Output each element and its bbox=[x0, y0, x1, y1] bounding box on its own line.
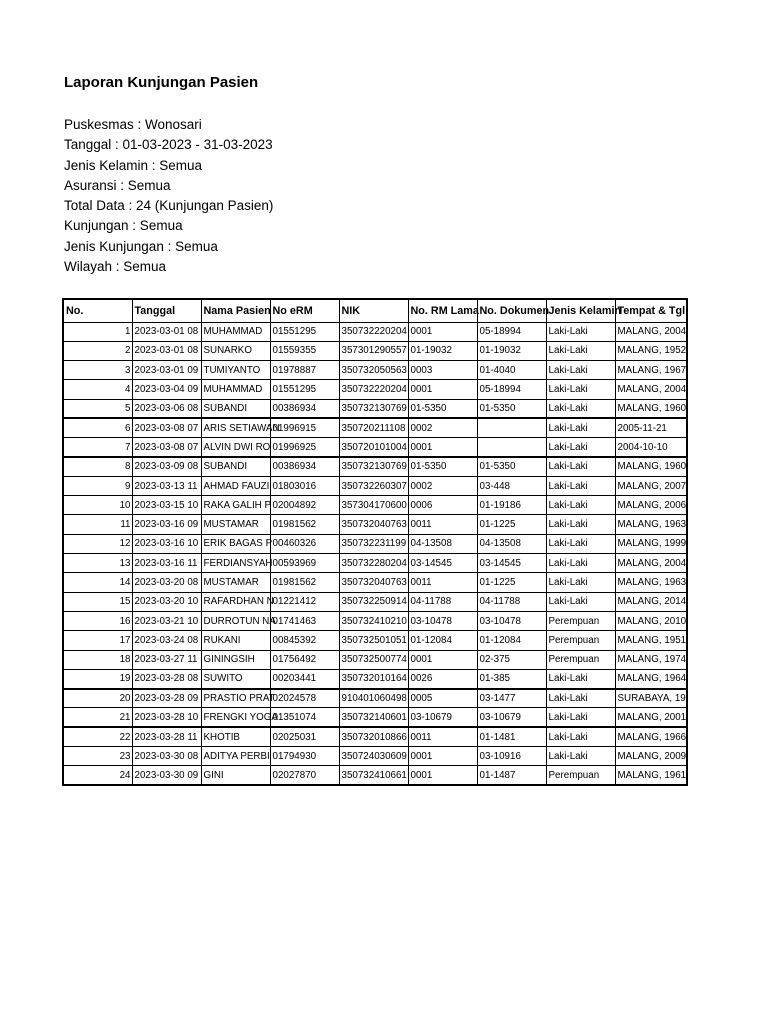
cell-col-tanggal: 2023-03-08 07 bbox=[132, 438, 201, 457]
cell-col-no-erm: 01351074 bbox=[270, 708, 339, 727]
cell-col-jenis-kelamin: Laki-Laki bbox=[546, 438, 615, 457]
cell-col-no-erm: 01978887 bbox=[270, 361, 339, 380]
cell-col-no-rm-lama: 0001 bbox=[408, 438, 477, 457]
table-row bbox=[63, 669, 687, 688]
cell-col-no-dokumen: 03-10916 bbox=[477, 747, 546, 766]
cell-col-no-dokumen: 03-10679 bbox=[477, 708, 546, 727]
meta-total-data: Total Data : 24 (Kunjungan Pasien) bbox=[64, 198, 274, 214]
cell-col-jenis-kelamin: Laki-Laki bbox=[546, 457, 615, 476]
cell-col-no: 1 bbox=[63, 322, 132, 341]
cell-col-no: 10 bbox=[63, 496, 132, 515]
cell-col-nama-pasien: KHOTIB bbox=[201, 727, 270, 746]
cell-col-jenis-kelamin: Perempuan bbox=[546, 766, 615, 785]
cell-col-no-rm-lama: 03-14545 bbox=[408, 554, 477, 573]
cell-col-nik: 350732040763 bbox=[339, 515, 408, 534]
cell-col-no-dokumen: 05-18994 bbox=[477, 322, 546, 341]
cell-col-tanggal: 2023-03-01 08 bbox=[132, 322, 201, 341]
cell-col-no-erm: 01803016 bbox=[270, 476, 339, 495]
cell-col-no-dokumen: 04-11788 bbox=[477, 592, 546, 611]
cell-col-no: 5 bbox=[63, 399, 132, 418]
cell-col-tanggal: 2023-03-28 10 bbox=[132, 708, 201, 727]
cell-col-tanggal: 2023-03-09 08 bbox=[132, 457, 201, 476]
cell-col-nik: 350732410210 bbox=[339, 611, 408, 630]
cell-col-no-rm-lama: 0001 bbox=[408, 766, 477, 785]
table-row bbox=[63, 554, 687, 573]
cell-col-no-erm: 01551295 bbox=[270, 322, 339, 341]
cell-col-nama-pasien: MUSTAMAR bbox=[201, 573, 270, 592]
cell-col-no-rm-lama: 0006 bbox=[408, 496, 477, 515]
cell-col-no-rm-lama: 0001 bbox=[408, 380, 477, 399]
cell-col-jenis-kelamin: Laki-Laki bbox=[546, 573, 615, 592]
cell-col-no-rm-lama: 0011 bbox=[408, 727, 477, 746]
cell-col-no-rm-lama: 0003 bbox=[408, 361, 477, 380]
cell-col-tanggal: 2023-03-20 08 bbox=[132, 573, 201, 592]
cell-col-nama-pasien: ARIS SETIAWAN bbox=[201, 418, 270, 437]
cell-col-nik: 350732280204 bbox=[339, 554, 408, 573]
cell-col-nama-pasien: MUSTAMAR bbox=[201, 515, 270, 534]
table-row bbox=[63, 611, 687, 630]
cell-col-no-erm: 00593969 bbox=[270, 554, 339, 573]
cell-col-no: 14 bbox=[63, 573, 132, 592]
report-title: Laporan Kunjungan Pasien bbox=[64, 74, 259, 91]
cell-col-nik: 350732501051 bbox=[339, 631, 408, 650]
cell-col-tanggal: 2023-03-16 09 bbox=[132, 515, 201, 534]
cell-col-tanggal: 2023-03-21 10 bbox=[132, 611, 201, 630]
table-row bbox=[63, 766, 687, 785]
cell-col-no-dokumen: 01-19032 bbox=[477, 341, 546, 360]
cell-col-no-dokumen: 03-448 bbox=[477, 476, 546, 495]
cell-col-no-dokumen: 03-10478 bbox=[477, 611, 546, 630]
cell-col-nik: 910401060498 bbox=[339, 689, 408, 708]
cell-col-tempat-tgl: MALANG, 2004 bbox=[615, 380, 687, 399]
cell-col-tempat-tgl: 2004-10-10 bbox=[615, 438, 687, 457]
cell-col-no: 11 bbox=[63, 515, 132, 534]
cell-col-jenis-kelamin: Laki-Laki bbox=[546, 534, 615, 553]
cell-col-tanggal: 2023-03-01 08 bbox=[132, 341, 201, 360]
cell-col-no-rm-lama: 03-10478 bbox=[408, 611, 477, 630]
cell-col-nama-pasien: MUHAMMAD bbox=[201, 322, 270, 341]
cell-col-tempat-tgl: SURABAYA, 19 bbox=[615, 689, 687, 708]
cell-col-no-erm: 02024578 bbox=[270, 689, 339, 708]
cell-col-no-rm-lama: 0002 bbox=[408, 418, 477, 437]
cell-col-no: 19 bbox=[63, 669, 132, 688]
cell-col-no-erm: 00386934 bbox=[270, 399, 339, 418]
cell-col-tempat-tgl: MALANG, 1960 bbox=[615, 399, 687, 418]
cell-col-nik: 350732130769 bbox=[339, 399, 408, 418]
cell-col-no: 18 bbox=[63, 650, 132, 669]
cell-col-nama-pasien: AHMAD FAUZI bbox=[201, 476, 270, 495]
cell-col-no-dokumen: 01-1225 bbox=[477, 573, 546, 592]
table-row bbox=[63, 689, 687, 708]
cell-col-tanggal: 2023-03-06 08 bbox=[132, 399, 201, 418]
cell-col-no-erm: 00203441 bbox=[270, 669, 339, 688]
meta-wilayah: Wilayah : Semua bbox=[64, 259, 167, 275]
cell-col-nama-pasien: SUNARKO bbox=[201, 341, 270, 360]
cell-col-nama-pasien: PRASTIO PRAT bbox=[201, 689, 270, 708]
header-col-jenis-kelamin: Jenis Kelamin bbox=[546, 299, 615, 322]
cell-col-no: 21 bbox=[63, 708, 132, 727]
cell-col-no-erm: 01221412 bbox=[270, 592, 339, 611]
cell-col-no-rm-lama: 0005 bbox=[408, 689, 477, 708]
cell-col-no-dokumen: 01-5350 bbox=[477, 457, 546, 476]
cell-col-tanggal: 2023-03-27 11 bbox=[132, 650, 201, 669]
cell-col-no-dokumen: 01-385 bbox=[477, 669, 546, 688]
cell-col-nama-pasien: GINI bbox=[201, 766, 270, 785]
cell-col-no-dokumen: 05-18994 bbox=[477, 380, 546, 399]
cell-col-tempat-tgl: MALANG, 2010 bbox=[615, 611, 687, 630]
cell-col-nik: 350732010164 bbox=[339, 669, 408, 688]
header-col-nama-pasien: Nama Pasien bbox=[201, 299, 270, 322]
cell-col-jenis-kelamin: Laki-Laki bbox=[546, 708, 615, 727]
cell-col-nik: 350732220204 bbox=[339, 322, 408, 341]
cell-col-no-dokumen: 01-1481 bbox=[477, 727, 546, 746]
table-row bbox=[63, 747, 687, 766]
meta-tanggal: Tanggal : 01-03-2023 - 31-03-2023 bbox=[64, 137, 273, 153]
cell-col-tempat-tgl: MALANG, 2004 bbox=[615, 554, 687, 573]
table-row bbox=[63, 534, 687, 553]
cell-col-no-dokumen: 01-1487 bbox=[477, 766, 546, 785]
table-row bbox=[63, 515, 687, 534]
cell-col-nama-pasien: SUBANDI bbox=[201, 457, 270, 476]
cell-col-no: 7 bbox=[63, 438, 132, 457]
cell-col-jenis-kelamin: Laki-Laki bbox=[546, 361, 615, 380]
cell-col-no-rm-lama: 0011 bbox=[408, 515, 477, 534]
meta-asuransi: Asuransi : Semua bbox=[64, 177, 171, 193]
cell-col-tempat-tgl: MALANG, 1952 bbox=[615, 341, 687, 360]
table-row bbox=[63, 708, 687, 727]
cell-col-no-dokumen: 03-14545 bbox=[477, 554, 546, 573]
cell-col-jenis-kelamin: Laki-Laki bbox=[546, 341, 615, 360]
cell-col-tempat-tgl: MALANG, 1961 bbox=[615, 766, 687, 785]
cell-col-no: 2 bbox=[63, 341, 132, 360]
cell-col-no-erm: 01794930 bbox=[270, 747, 339, 766]
cell-col-jenis-kelamin: Laki-Laki bbox=[546, 592, 615, 611]
cell-col-no-erm: 00845392 bbox=[270, 631, 339, 650]
cell-col-no: 22 bbox=[63, 727, 132, 746]
cell-col-nik: 350724030609 bbox=[339, 747, 408, 766]
header-col-tempat-tgl: Tempat & Tgl bbox=[615, 299, 687, 322]
cell-col-jenis-kelamin: Laki-Laki bbox=[546, 747, 615, 766]
cell-col-tempat-tgl: MALANG, 1967 bbox=[615, 361, 687, 380]
table-row bbox=[63, 592, 687, 611]
table-header-row bbox=[63, 299, 687, 322]
cell-col-nik: 350732140601 bbox=[339, 708, 408, 727]
cell-col-no: 17 bbox=[63, 631, 132, 650]
cell-col-nama-pasien: ADITYA PERBI bbox=[201, 747, 270, 766]
cell-col-tempat-tgl: MALANG, 1964 bbox=[615, 669, 687, 688]
cell-col-no: 3 bbox=[63, 361, 132, 380]
cell-col-tempat-tgl: MALANG, 2009 bbox=[615, 747, 687, 766]
cell-col-tempat-tgl: MALANG, 1966 bbox=[615, 727, 687, 746]
cell-col-tanggal: 2023-03-30 09 bbox=[132, 766, 201, 785]
cell-col-tanggal: 2023-03-16 11 bbox=[132, 554, 201, 573]
table-row bbox=[63, 650, 687, 669]
header-col-nik: NIK bbox=[339, 299, 408, 322]
cell-col-nama-pasien: RAFARDHAN N bbox=[201, 592, 270, 611]
cell-col-tanggal: 2023-03-30 08 bbox=[132, 747, 201, 766]
cell-col-no-rm-lama: 0011 bbox=[408, 573, 477, 592]
table-row bbox=[63, 457, 687, 476]
cell-col-nik: 350732500774 bbox=[339, 650, 408, 669]
table-row bbox=[63, 476, 687, 495]
cell-col-no: 12 bbox=[63, 534, 132, 553]
cell-col-tanggal: 2023-03-28 09 bbox=[132, 689, 201, 708]
cell-col-no: 16 bbox=[63, 611, 132, 630]
table-row bbox=[63, 322, 687, 341]
cell-col-jenis-kelamin: Perempuan bbox=[546, 650, 615, 669]
cell-col-no-erm: 02025031 bbox=[270, 727, 339, 746]
visit-table-container bbox=[62, 298, 686, 832]
cell-col-no-erm: 02027870 bbox=[270, 766, 339, 785]
cell-col-no-erm: 01981562 bbox=[270, 515, 339, 534]
cell-col-nama-pasien: RAKA GALIH P bbox=[201, 496, 270, 515]
report-metadata bbox=[64, 115, 273, 277]
cell-col-no-rm-lama: 0001 bbox=[408, 747, 477, 766]
cell-col-no-dokumen: 01-1225 bbox=[477, 515, 546, 534]
cell-col-no-rm-lama: 01-12084 bbox=[408, 631, 477, 650]
cell-col-no: 8 bbox=[63, 457, 132, 476]
cell-col-no: 4 bbox=[63, 380, 132, 399]
cell-col-no: 20 bbox=[63, 689, 132, 708]
meta-jenis-kelamin: Jenis Kelamin : Semua bbox=[64, 157, 203, 173]
header-col-no-dokumen: No. Dokumen bbox=[477, 299, 546, 322]
header-col-no-rm-lama: No. RM Lama bbox=[408, 299, 477, 322]
header-col-no: No. bbox=[63, 299, 132, 322]
cell-col-no: 15 bbox=[63, 592, 132, 611]
cell-col-no-erm: 01551295 bbox=[270, 380, 339, 399]
cell-col-nama-pasien: ERIK BAGAS P bbox=[201, 534, 270, 553]
cell-col-nama-pasien: DURROTUN NA bbox=[201, 611, 270, 630]
table-row bbox=[63, 341, 687, 360]
cell-col-no-rm-lama: 01-5350 bbox=[408, 399, 477, 418]
cell-col-tempat-tgl: MALANG, 1963 bbox=[615, 515, 687, 534]
cell-col-tempat-tgl: MALANG, 1974 bbox=[615, 650, 687, 669]
cell-col-no-rm-lama: 03-10679 bbox=[408, 708, 477, 727]
cell-col-no: 9 bbox=[63, 476, 132, 495]
cell-col-nik: 350732220204 bbox=[339, 380, 408, 399]
table-row bbox=[63, 496, 687, 515]
cell-col-tanggal: 2023-03-04 09 bbox=[132, 380, 201, 399]
cell-col-no-erm: 01559355 bbox=[270, 341, 339, 360]
cell-col-no-erm: 00386934 bbox=[270, 457, 339, 476]
cell-col-tempat-tgl: MALANG, 1951 bbox=[615, 631, 687, 650]
cell-col-tempat-tgl: MALANG, 1999 bbox=[615, 534, 687, 553]
cell-col-tanggal: 2023-03-15 10 bbox=[132, 496, 201, 515]
meta-jenis-kunjungan: Jenis Kunjungan : Semua bbox=[64, 238, 218, 254]
cell-col-nik: 350732410661 bbox=[339, 766, 408, 785]
cell-col-no-dokumen: 01-12084 bbox=[477, 631, 546, 650]
cell-col-jenis-kelamin: Laki-Laki bbox=[546, 689, 615, 708]
cell-col-tanggal: 2023-03-28 08 bbox=[132, 669, 201, 688]
cell-col-no-erm: 02004892 bbox=[270, 496, 339, 515]
cell-col-no-erm: 00460326 bbox=[270, 534, 339, 553]
cell-col-no-dokumen bbox=[477, 438, 546, 457]
table-row bbox=[63, 399, 687, 418]
table-row bbox=[63, 573, 687, 592]
cell-col-jenis-kelamin: Perempuan bbox=[546, 631, 615, 650]
cell-col-no-erm: 01756492 bbox=[270, 650, 339, 669]
table-row bbox=[63, 380, 687, 399]
cell-col-no-rm-lama: 04-13508 bbox=[408, 534, 477, 553]
cell-col-nik: 350732250914 bbox=[339, 592, 408, 611]
table-row bbox=[63, 631, 687, 650]
cell-col-no-dokumen: 03-1477 bbox=[477, 689, 546, 708]
cell-col-nik: 350732050563 bbox=[339, 361, 408, 380]
cell-col-nik: 357304170600 bbox=[339, 496, 408, 515]
cell-col-no-erm: 01741463 bbox=[270, 611, 339, 630]
cell-col-no: 23 bbox=[63, 747, 132, 766]
cell-col-jenis-kelamin: Laki-Laki bbox=[546, 727, 615, 746]
cell-col-jenis-kelamin: Perempuan bbox=[546, 611, 615, 630]
cell-col-jenis-kelamin: Laki-Laki bbox=[546, 418, 615, 437]
cell-col-no: 24 bbox=[63, 766, 132, 785]
table-row bbox=[63, 361, 687, 380]
cell-col-no-rm-lama: 0001 bbox=[408, 650, 477, 669]
cell-col-no-dokumen: 04-13508 bbox=[477, 534, 546, 553]
cell-col-nik: 350732130769 bbox=[339, 457, 408, 476]
cell-col-no-rm-lama: 01-19032 bbox=[408, 341, 477, 360]
cell-col-jenis-kelamin: Laki-Laki bbox=[546, 476, 615, 495]
cell-col-tanggal: 2023-03-20 10 bbox=[132, 592, 201, 611]
cell-col-nik: 350720211108 bbox=[339, 418, 408, 437]
cell-col-no-erm: 01981562 bbox=[270, 573, 339, 592]
cell-col-no-dokumen: 01-4040 bbox=[477, 361, 546, 380]
cell-col-nama-pasien: FERDIANSYAH bbox=[201, 554, 270, 573]
cell-col-no-rm-lama: 0002 bbox=[408, 476, 477, 495]
cell-col-nik: 350732010866 bbox=[339, 727, 408, 746]
table-row bbox=[63, 438, 687, 457]
table-row bbox=[63, 727, 687, 746]
cell-col-tempat-tgl: MALANG, 2007 bbox=[615, 476, 687, 495]
cell-col-jenis-kelamin: Laki-Laki bbox=[546, 496, 615, 515]
cell-col-tanggal: 2023-03-08 07 bbox=[132, 418, 201, 437]
cell-col-no-dokumen bbox=[477, 418, 546, 437]
cell-col-nik: 350720101004 bbox=[339, 438, 408, 457]
cell-col-no: 6 bbox=[63, 418, 132, 437]
cell-col-no-rm-lama: 01-5350 bbox=[408, 457, 477, 476]
cell-col-nama-pasien: FRENGKI YOGA bbox=[201, 708, 270, 727]
cell-col-nama-pasien: RUKANI bbox=[201, 631, 270, 650]
cell-col-tanggal: 2023-03-24 08 bbox=[132, 631, 201, 650]
cell-col-no-dokumen: 02-375 bbox=[477, 650, 546, 669]
meta-puskesmas: Puskesmas : Wonosari bbox=[64, 117, 202, 132]
cell-col-no-erm: 01996915 bbox=[270, 418, 339, 437]
cell-col-tanggal: 2023-03-01 09 bbox=[132, 361, 201, 380]
cell-col-nik: 357301290557 bbox=[339, 341, 408, 360]
cell-col-jenis-kelamin: Laki-Laki bbox=[546, 554, 615, 573]
cell-col-no-rm-lama: 04-11788 bbox=[408, 592, 477, 611]
visit-table bbox=[62, 298, 688, 786]
cell-col-no-dokumen: 01-5350 bbox=[477, 399, 546, 418]
cell-col-nama-pasien: SUWITO bbox=[201, 669, 270, 688]
cell-col-no-rm-lama: 0026 bbox=[408, 669, 477, 688]
cell-col-tanggal: 2023-03-13 11 bbox=[132, 476, 201, 495]
cell-col-tempat-tgl: MALANG, 2006 bbox=[615, 496, 687, 515]
cell-col-nama-pasien: ALVIN DWI RO bbox=[201, 438, 270, 457]
meta-kunjungan: Kunjungan : Semua bbox=[64, 218, 183, 234]
cell-col-nik: 350732231199 bbox=[339, 534, 408, 553]
header-col-tanggal: Tanggal bbox=[132, 299, 201, 322]
table-row bbox=[63, 418, 687, 437]
cell-col-nama-pasien: TUMIYANTO bbox=[201, 361, 270, 380]
cell-col-no-erm: 01996925 bbox=[270, 438, 339, 457]
cell-col-tempat-tgl: 2005-11-21 bbox=[615, 418, 687, 437]
cell-col-tempat-tgl: MALANG, 2001 bbox=[615, 708, 687, 727]
cell-col-nama-pasien: GININGSIH bbox=[201, 650, 270, 669]
cell-col-tempat-tgl: MALANG, 2004 bbox=[615, 322, 687, 341]
cell-col-nik: 350732040763 bbox=[339, 573, 408, 592]
cell-col-jenis-kelamin: Laki-Laki bbox=[546, 669, 615, 688]
cell-col-tanggal: 2023-03-16 10 bbox=[132, 534, 201, 553]
cell-col-no-dokumen: 01-19186 bbox=[477, 496, 546, 515]
cell-col-nama-pasien: SUBANDI bbox=[201, 399, 270, 418]
cell-col-jenis-kelamin: Laki-Laki bbox=[546, 322, 615, 341]
cell-col-jenis-kelamin: Laki-Laki bbox=[546, 515, 615, 534]
cell-col-no-rm-lama: 0001 bbox=[408, 322, 477, 341]
cell-col-nama-pasien: MUHAMMAD bbox=[201, 380, 270, 399]
cell-col-tempat-tgl: MALANG, 1960 bbox=[615, 457, 687, 476]
cell-col-tanggal: 2023-03-28 11 bbox=[132, 727, 201, 746]
cell-col-no: 13 bbox=[63, 554, 132, 573]
cell-col-tempat-tgl: MALANG, 2014 bbox=[615, 592, 687, 611]
cell-col-nik: 350732260307 bbox=[339, 476, 408, 495]
cell-col-jenis-kelamin: Laki-Laki bbox=[546, 380, 615, 399]
header-col-no-erm: No eRM bbox=[270, 299, 339, 322]
cell-col-tempat-tgl: MALANG, 1963 bbox=[615, 573, 687, 592]
cell-col-jenis-kelamin: Laki-Laki bbox=[546, 399, 615, 418]
